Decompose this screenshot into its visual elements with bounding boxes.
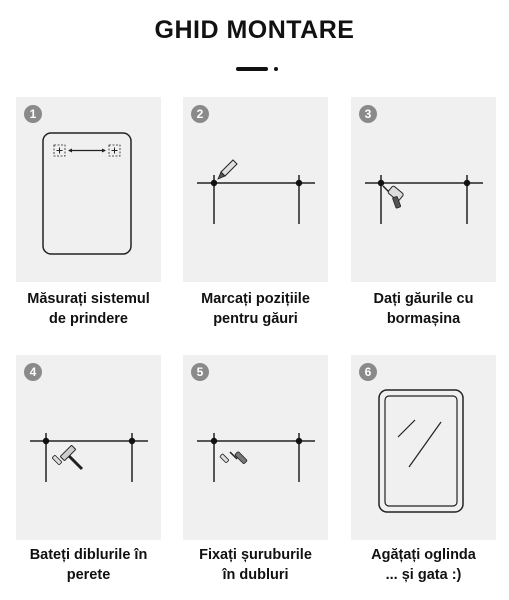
mark-positions-icon (183, 97, 328, 282)
step-caption-line: în dubluri (222, 567, 289, 583)
step-caption-line: Marcați pozițiile (201, 291, 310, 307)
step-caption-line: Agățați oglinda (371, 547, 476, 563)
step-caption-1 (9, 289, 169, 329)
step-card-4 (16, 355, 161, 540)
title-dot (274, 67, 278, 71)
step-number-badge: 5 (191, 363, 209, 381)
step-caption-line: perete (66, 567, 111, 583)
screws-icon (183, 355, 328, 540)
step-number-badge: 3 (359, 105, 377, 123)
step-number-badge: 6 (359, 363, 377, 381)
step-caption-5 (176, 545, 336, 585)
drill-holes-icon (351, 97, 496, 282)
step-card-6 (351, 355, 496, 540)
step-number-badge: 4 (24, 363, 42, 381)
hammer-icon (60, 445, 82, 469)
page-title: GHID MONTARE (154, 16, 355, 44)
step-caption-4 (9, 545, 169, 585)
step-caption-line: Măsurați sistemul (27, 291, 150, 307)
title-underline (236, 67, 268, 71)
step-card-3 (351, 97, 496, 282)
mirror-icon (351, 355, 496, 540)
step-caption-line: ... și gata :) (385, 567, 462, 583)
step-caption-line: pentru găuri (213, 311, 298, 327)
step-card-5 (183, 355, 328, 540)
measure-mounting-icon (16, 97, 161, 282)
pencil-icon (218, 160, 237, 179)
step-caption-3 (344, 289, 504, 329)
step-caption-line: bormașina (386, 311, 461, 327)
step-caption-6 (344, 545, 504, 585)
step-caption-line: Bateți diblurile în (29, 547, 148, 563)
step-caption-line: Fixați șuruburile (199, 547, 312, 563)
screw-icon (220, 454, 229, 463)
step-caption-2 (176, 289, 336, 329)
step-card-1 (16, 97, 161, 282)
step-card-2 (183, 97, 328, 282)
drill-icon (383, 185, 404, 208)
step-number-badge: 1 (24, 105, 42, 123)
screwdriver-icon (230, 451, 247, 464)
hammer-dowels-icon (16, 355, 161, 540)
step-caption-line: de prindere (49, 311, 128, 327)
step-number-badge: 2 (191, 105, 209, 123)
step-caption-line: Dați găurile cu (373, 291, 474, 307)
